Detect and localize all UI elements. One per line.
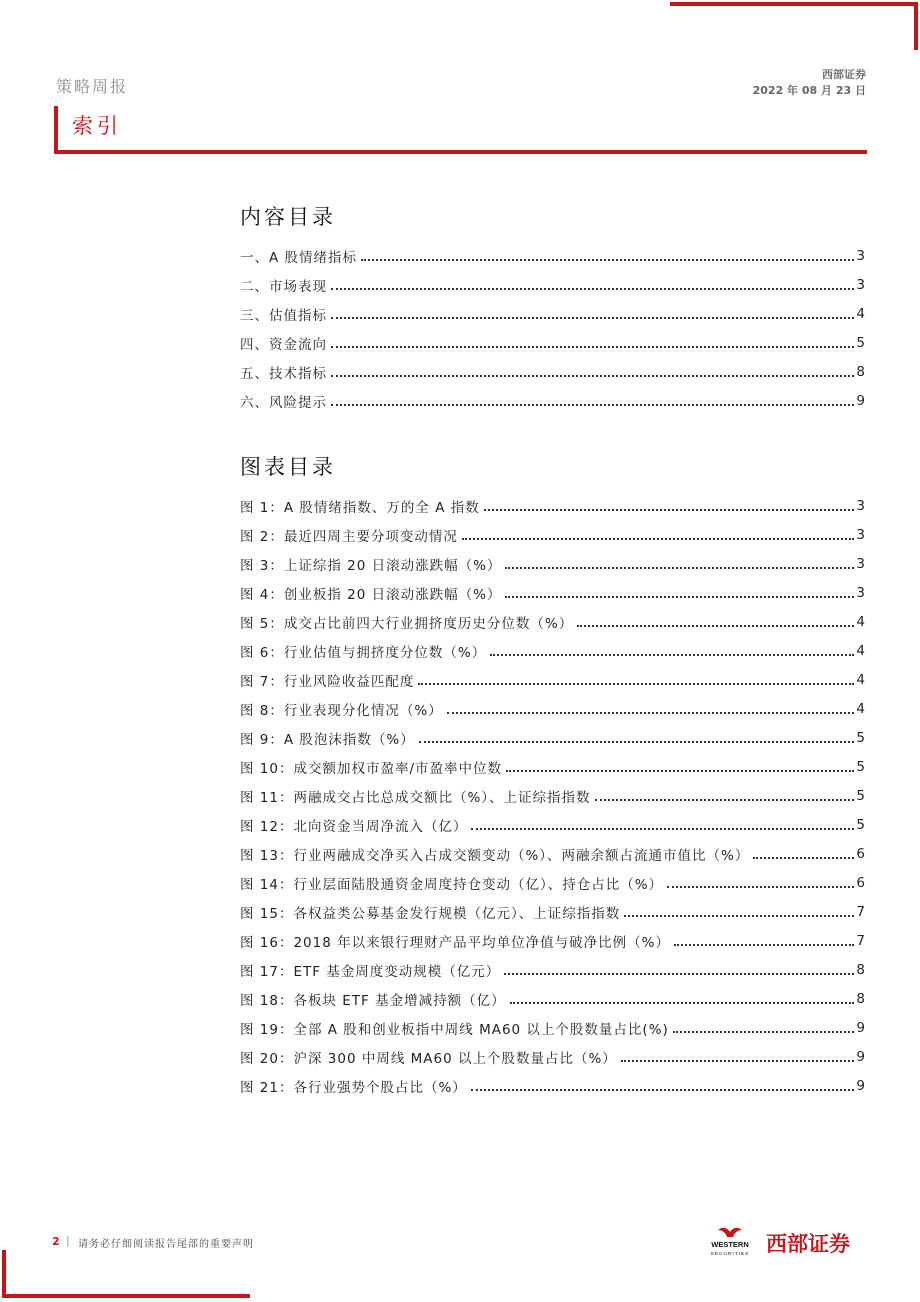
toc-entry-page: 3: [856, 276, 866, 293]
toc-entry-page: 4: [856, 700, 866, 717]
toc-entry[interactable]: [240, 520, 866, 549]
toc-entry[interactable]: [240, 1013, 866, 1042]
toc-entry-label: 图 19：全部 A 股和创业板指中周线 MA60 以上个股数量占比(%): [240, 1021, 669, 1038]
toc-leader-dots: [331, 287, 854, 290]
toc-entry-label: 图 12：北向资金当周净流入（亿）: [240, 818, 468, 835]
toc-leader-dots: [505, 595, 854, 598]
toc-entry[interactable]: [240, 1071, 866, 1100]
toc-entry-label: 图 8：行业表现分化情况（%）: [240, 702, 443, 719]
toc-leader-dots: [331, 403, 854, 406]
toc-entry-label: 一、A 股情绪指标: [240, 249, 358, 266]
toc-entry[interactable]: [240, 241, 866, 270]
toc-entry-page: 8: [856, 990, 866, 1007]
toc-entry-page: 6: [856, 874, 866, 891]
toc-entry-page: 6: [856, 845, 866, 862]
toc-entry-page: 4: [856, 613, 866, 630]
logo-sub-top: WESTERN: [711, 1240, 749, 1249]
toc-leader-dots: [418, 682, 854, 685]
toc-leader-dots: [361, 258, 854, 261]
toc-leader-dots: [471, 1088, 855, 1091]
section-divider: [54, 150, 867, 154]
toc-entry-page: 9: [856, 392, 866, 409]
figures-list: [240, 491, 866, 1100]
toc-entry-label: 六、风险提示: [240, 394, 327, 411]
toc-entry-label: 三、估值指标: [240, 307, 327, 324]
toc-entry-label: 图 6：行业估值与拥挤度分位数（%）: [240, 644, 487, 661]
toc-entry-label: 图 1：A 股情绪指数、万的全 A 指数: [240, 499, 480, 516]
toc-leader-dots: [624, 914, 854, 917]
toc-entry-label: 图 10：成交额加权市盈率/市盈率中位数: [240, 760, 503, 777]
toc-entry[interactable]: [240, 549, 866, 578]
toc-entry-page: 9: [856, 1019, 866, 1036]
toc-entry[interactable]: [240, 299, 866, 328]
toc-entry-label: 图 18：各板块 ETF 基金增减持额（亿）: [240, 992, 506, 1009]
toc-entry-page: 4: [856, 642, 866, 659]
toc-entry-label: 图 9：A 股泡沫指数（%）: [240, 731, 415, 748]
toc-entry-label: 图 21：各行业强势个股占比（%）: [240, 1079, 467, 1096]
toc-entry-label: 图 5：成交占比前四大行业拥挤度历史分位数（%）: [240, 615, 574, 632]
toc-entry[interactable]: [240, 386, 866, 415]
toc-leader-dots: [510, 1001, 855, 1004]
toc-entry-page: 8: [856, 363, 866, 380]
toc-entry-page: 9: [856, 1077, 866, 1094]
toc-leader-dots: [331, 316, 854, 319]
toc-entry-label: 图 14：行业层面陆股通资金周度持仓变动（亿）、持仓占比（%）: [240, 876, 664, 893]
toc-entry-page: 5: [856, 758, 866, 775]
toc-entry-label: 四、资金流向: [240, 336, 327, 353]
toc-leader-dots: [484, 508, 855, 511]
toc-leader-dots: [595, 798, 855, 801]
toc-leader-dots: [490, 653, 854, 656]
toc-entry-label: 图 2：最近四周主要分项变动情况: [240, 528, 458, 545]
toc-leader-dots: [471, 827, 854, 830]
toc-entry-page: 5: [856, 787, 866, 804]
toc-leader-dots: [331, 345, 854, 348]
company-logo: [700, 1226, 868, 1258]
toc-entry[interactable]: [240, 578, 866, 607]
toc-entry[interactable]: [240, 897, 866, 926]
toc-entry-page: 3: [856, 555, 866, 572]
company-name: 西部证券: [822, 68, 866, 81]
toc-leader-dots: [506, 769, 854, 772]
toc-entry-label: 图 7：行业风险收益匹配度: [240, 673, 415, 690]
contents-heading: 内容目录: [240, 205, 336, 229]
toc-entry[interactable]: [240, 694, 866, 723]
toc-entry-page: 5: [856, 816, 866, 833]
toc-entry-label: 图 20：沪深 300 中周线 MA60 以上个股数量占比（%）: [240, 1050, 617, 1067]
toc-entry-page: 3: [856, 526, 866, 543]
page-number: 2: [52, 1235, 60, 1248]
logo-sub-bottom: SECURITIES: [710, 1252, 750, 1257]
toc-leader-dots: [674, 943, 854, 946]
toc-entry-page: 4: [856, 671, 866, 688]
toc-entry-label: 图 4：创业板指 20 日滚动涨跌幅（%）: [240, 586, 502, 603]
toc-entry-page: 7: [856, 932, 866, 949]
toc-entry[interactable]: [240, 839, 866, 868]
toc-entry-label: 五、技术指标: [240, 365, 327, 382]
toc-entry-label: 二、市场表现: [240, 278, 327, 295]
figures-heading: 图表目录: [240, 455, 336, 479]
toc-entry[interactable]: [240, 723, 866, 752]
toc-entry-page: 5: [856, 729, 866, 746]
toc-entry[interactable]: [240, 810, 866, 839]
bottom-left-corner-line-vertical: [2, 1250, 6, 1298]
toc-leader-dots: [331, 374, 854, 377]
logo-text: 西部证券: [766, 1232, 850, 1256]
toc-leader-dots: [577, 624, 854, 627]
bottom-left-corner-line: [2, 1294, 250, 1298]
disclaimer-notice: 请务必仔细阅读报告尾部的重要声明: [78, 1239, 254, 1250]
toc-entry[interactable]: [240, 752, 866, 781]
toc-entry-label: 图 13：行业两融成交净买入占成交额变动（%）、两融余额占流通市值比（%）: [240, 847, 750, 864]
toc-entry[interactable]: [240, 984, 866, 1013]
toc-entry[interactable]: [240, 357, 866, 386]
report-type: 策略周报: [56, 77, 129, 96]
toc-leader-dots: [673, 1030, 855, 1033]
toc-entry-label: 图 11：两融成交占比总成交额比（%）、上证综指指数: [240, 789, 591, 806]
toc-entry[interactable]: [240, 328, 866, 357]
toc-entry-page: 4: [856, 305, 866, 322]
top-right-corner-line-vertical: [914, 2, 918, 50]
toc-entry-page: 5: [856, 334, 866, 351]
bull-logo-icon: [700, 1226, 760, 1258]
toc-leader-dots: [419, 740, 855, 743]
toc-entry-page: 3: [856, 584, 866, 601]
toc-entry[interactable]: [240, 636, 866, 665]
toc-entry-page: 3: [856, 497, 866, 514]
toc-leader-dots: [505, 566, 854, 569]
section-title: 索引: [72, 114, 122, 138]
toc-entry-label: 图 16：2018 年以来银行理财产品平均单位净值与破净比例（%）: [240, 934, 670, 951]
toc-leader-dots: [621, 1059, 855, 1062]
toc-entry-label: 图 15：各权益类公募基金发行规模（亿元）、上证综指指数: [240, 905, 621, 922]
toc-leader-dots: [753, 856, 854, 859]
toc-entry[interactable]: [240, 926, 866, 955]
toc-entry[interactable]: [240, 607, 866, 636]
toc-leader-dots: [462, 537, 855, 540]
toc-entry-page: 3: [856, 247, 866, 264]
toc-entry-page: 7: [856, 903, 866, 920]
toc-entry-label: 图 3：上证综指 20 日滚动涨跌幅（%）: [240, 557, 502, 574]
toc-entry[interactable]: [240, 955, 866, 984]
toc-entry[interactable]: [240, 665, 866, 694]
toc-entry[interactable]: [240, 1042, 866, 1071]
toc-entry[interactable]: [240, 491, 866, 520]
toc-entry-page: 9: [856, 1048, 866, 1065]
contents-list: [240, 241, 866, 415]
top-right-corner-line: [670, 2, 918, 6]
report-date: 2022 年 08 月 23 日: [752, 84, 866, 97]
toc-leader-dots: [447, 711, 855, 714]
toc-entry[interactable]: [240, 781, 866, 810]
toc-entry-label: 图 17：ETF 基金周度变动规模（亿元）: [240, 963, 501, 980]
toc-entry[interactable]: [240, 868, 866, 897]
toc-entry-page: 8: [856, 961, 866, 978]
toc-leader-dots: [667, 885, 854, 888]
section-accent-bar: [54, 106, 58, 152]
toc-leader-dots: [504, 972, 854, 975]
toc-entry[interactable]: [240, 270, 866, 299]
footer-separator: |: [66, 1234, 70, 1247]
